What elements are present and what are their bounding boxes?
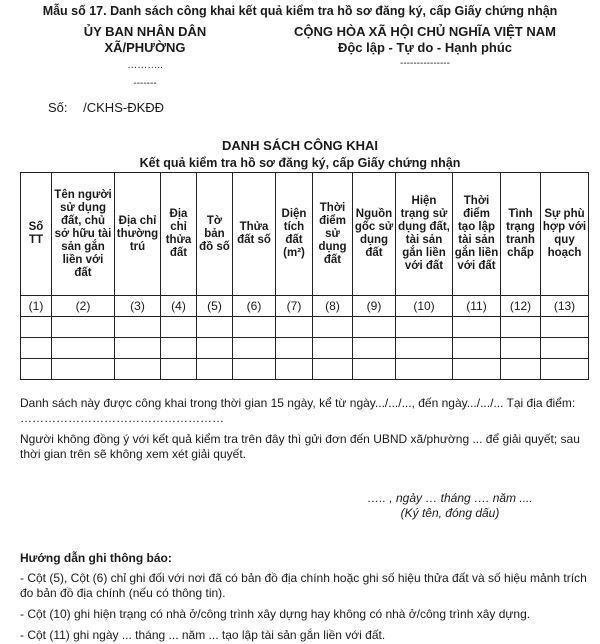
table-cell: [501, 338, 541, 359]
column-number: (4): [161, 296, 197, 317]
nation-name: CỘNG HÒA XÃ HỘI CHỦ NGHĨA VIỆT NAM: [294, 24, 556, 39]
guide-item: - Cột (11) ghi ngày ... tháng ... năm ... tạo lập tài sản gắn liền với đất.: [20, 628, 386, 642]
guide-item: - Cột (5), Cột (6) chỉ ghi đối với nơi đã có bản đồ địa chính hoặc ghi số hiệu thửa đất và số hiệu mảnh trích đo bản đồ địa chính (nếu có thông tin).: [20, 571, 587, 600]
table-cell: [161, 359, 197, 380]
column-header: Sự phù hợp với quy hoạch: [541, 173, 589, 296]
table-cell: [353, 359, 396, 380]
table-cell: [501, 359, 541, 380]
signature-note: (Ký tên, đóng dấu): [400, 506, 500, 520]
table-cell: [313, 317, 353, 338]
notice-period: Danh sách này được công khai trong thời gian 15 ngày, kể từ ngày.../.../..., đến ngày.../.../... Tại địa điểm: ……………………………………………: [20, 396, 576, 425]
column-header: Tờ bản đồ số: [197, 173, 233, 296]
issuer-line2: XÃ/PHƯỜNG: [104, 40, 186, 55]
column-number: (1): [21, 296, 52, 317]
table-cell: [115, 338, 161, 359]
table-cell: [21, 359, 52, 380]
guide-item: - Cột (10) ghi hiện trạng có nhà ở/công trình xây dựng hay không có nhà ở/công trình xây dựng.: [20, 607, 531, 621]
issuer-line1: ỦY BAN NHÂN DÂN: [83, 24, 207, 39]
table-cell: [233, 338, 276, 359]
table-cell: [115, 359, 161, 380]
column-number: (12): [501, 296, 541, 317]
issuer-block: [50, 24, 240, 90]
column-header: Số TT: [21, 173, 52, 296]
results-table: [20, 172, 589, 380]
table-cell: [115, 317, 161, 338]
issuer-dots: ………..: [127, 60, 163, 71]
nation-divider: ---------------: [400, 58, 450, 69]
column-header: Thửa đất số: [233, 173, 276, 296]
table-cell: [541, 338, 589, 359]
table-row: [21, 338, 589, 359]
table-cell: [453, 338, 501, 359]
column-number: (5): [197, 296, 233, 317]
column-header: Tình trạng tranh chấp: [501, 173, 541, 296]
list-subtitle: Kết quả kiểm tra hồ sơ đăng ký, cấp Giấy chứng nhận: [139, 156, 461, 170]
signature-block: [300, 491, 600, 521]
column-number: (13): [541, 296, 589, 317]
table-cell: [52, 338, 115, 359]
column-header: Nguồn gốc sử dụng đất: [353, 173, 396, 296]
column-header: Diện tích đất (m²): [276, 173, 313, 296]
table-header-row: [21, 173, 589, 296]
column-number: (10): [396, 296, 453, 317]
table-cell: [161, 317, 197, 338]
guide-title: Hướng dẫn ghi thông báo:: [20, 551, 172, 565]
column-header: Địa chỉ thường trú: [115, 173, 161, 296]
column-header: Địa chỉ thửa đất: [161, 173, 197, 296]
table-cell: [276, 338, 313, 359]
table-cell: [353, 338, 396, 359]
table-cell: [353, 317, 396, 338]
issuer-divider: -------: [133, 78, 157, 89]
table-cell: [52, 317, 115, 338]
table-cell: [453, 359, 501, 380]
table-cell: [197, 317, 233, 338]
table-row: [21, 359, 589, 380]
empty-rows: [21, 317, 589, 380]
column-header: Thời điểm sử dụng đất: [313, 173, 353, 296]
table-cell: [21, 317, 52, 338]
table-cell: [541, 359, 589, 380]
column-number: (7): [276, 296, 313, 317]
column-number: (2): [52, 296, 115, 317]
table-cell: [233, 359, 276, 380]
table-cell: [233, 317, 276, 338]
column-header: Thời điểm tạo lập tài sản gắn liền với đất: [453, 173, 501, 296]
column-number: (6): [233, 296, 276, 317]
form-title: Mẫu số 17. Danh sách công khai kết quả kiểm tra hồ sơ đăng ký, cấp Giấy chứng nhận: [42, 4, 558, 18]
document-number-label: Số:: [48, 100, 68, 115]
document-number-value: /CKHS-ĐKĐĐ: [83, 100, 165, 115]
table-cell: [276, 359, 313, 380]
table-cell: [276, 317, 313, 338]
list-title: DANH SÁCH CÔNG KHAI: [222, 138, 378, 153]
column-header: Tên người sử dụng đất, chủ sở hữu tài sản gắn liền với đất: [52, 173, 115, 296]
table-cell: [501, 317, 541, 338]
table-cell: [313, 359, 353, 380]
notice-objection: Người không đồng ý với kết quả kiểm tra trên đây thì gửi đơn đến UBND xã/phường ... để giải quyết; sau thời gian trên sẽ không xem xét giải quyết.: [20, 432, 580, 461]
column-number-row: [21, 296, 589, 317]
column-number: (9): [353, 296, 396, 317]
table-cell: [313, 338, 353, 359]
table-cell: [396, 359, 453, 380]
column-number: (8): [313, 296, 353, 317]
table-cell: [197, 359, 233, 380]
table-row: [21, 317, 589, 338]
table-cell: [541, 317, 589, 338]
signature-date: ….. , ngày … tháng …. năm ....: [367, 491, 533, 505]
table-cell: [453, 317, 501, 338]
table-cell: [197, 338, 233, 359]
column-number: (3): [115, 296, 161, 317]
document-number: [48, 100, 164, 115]
table-cell: [52, 359, 115, 380]
table-cell: [21, 338, 52, 359]
table-cell: [396, 317, 453, 338]
nation-motto: Độc lập - Tự do - Hạnh phúc: [337, 40, 513, 55]
column-header: Hiện trạng sử dụng đất, tài sản gắn liền với đất: [396, 173, 453, 296]
table-cell: [161, 338, 197, 359]
table-cell: [396, 338, 453, 359]
national-header: [265, 24, 585, 70]
column-number: (11): [453, 296, 501, 317]
